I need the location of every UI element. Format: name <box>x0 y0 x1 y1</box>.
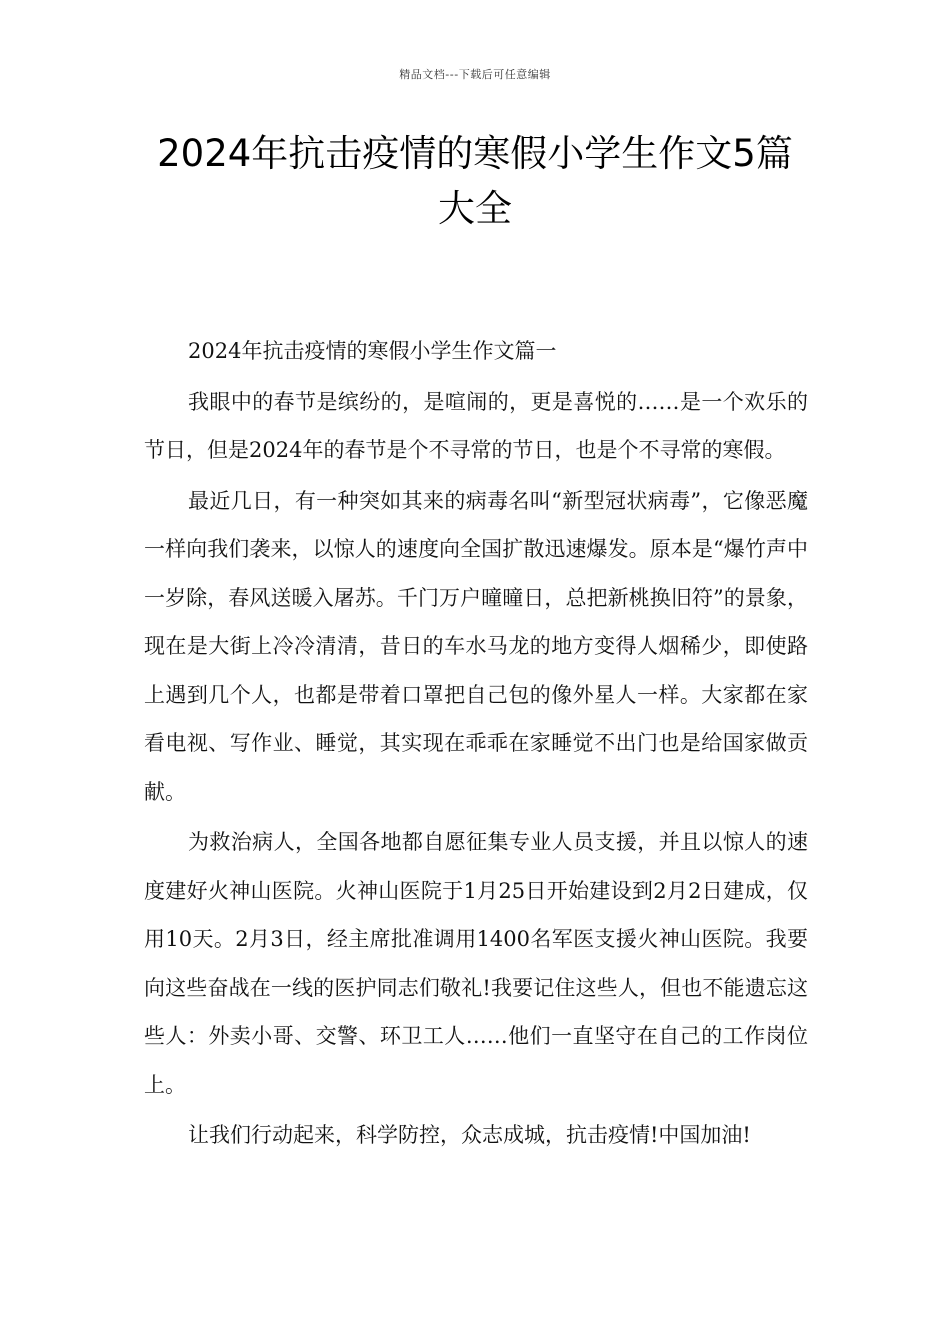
title-line-1: 2024年抗击疫情的寒假小学生作文5篇 <box>157 132 793 175</box>
title-line-2: 大全 <box>438 187 512 230</box>
paragraph-2: 最近几日，有一种突如其来的病毒名叫“新型冠状病毒”，它像恶魔一样向我们袭来，以惊人的速度向全国扩散迅速爆发。原本是“爆竹声中一岁除，春风送暖入屠苏。千门万户曈曈日，总把新桃换旧符”的景象，现在是大街上冷冷清清，昔日的车水马龙的地方变得人烟稀少，即使路上遇到几个人，也都是带着口罩把自己包的像外星人一样。大家都在家看电视、写作业、睡觉，其实现在乖乖在家睡觉不出门也是给国家做贡献。 <box>144 488 808 804</box>
paragraph-4: 让我们行动起来，科学防控，众志成城，抗击疫情!中国加油! <box>188 1123 751 1147</box>
document-title <box>120 126 830 236</box>
header-note: 精品文档---下载后可任意编辑 <box>399 68 551 81</box>
paragraph-3: 为救治病人，全国各地都自愿征集专业人员支援，并且以惊人的速度建好火神山医院。火神山医院于1月25日开始建设到2月2日建成，仅用10天。2月3日，经主席批准调用1400名军医支援火神山医院。我要向这些奋战在一线的医护同志们敬礼!我要记住这些人，但也不能遗忘这些人：外卖小哥、交警、环卫工人……他们一直坚守在自己的工作岗位上。 <box>144 830 808 1097</box>
document-body <box>144 327 808 1160</box>
paragraph-1: 我眼中的春节是缤纷的，是喧闹的，更是喜悦的……是一个欢乐的节日，但是2024年的春节是个不寻常的节日，也是个不寻常的寒假。 <box>144 389 808 462</box>
section-heading: 2024年抗击疫情的寒假小学生作文篇一 <box>188 339 557 363</box>
